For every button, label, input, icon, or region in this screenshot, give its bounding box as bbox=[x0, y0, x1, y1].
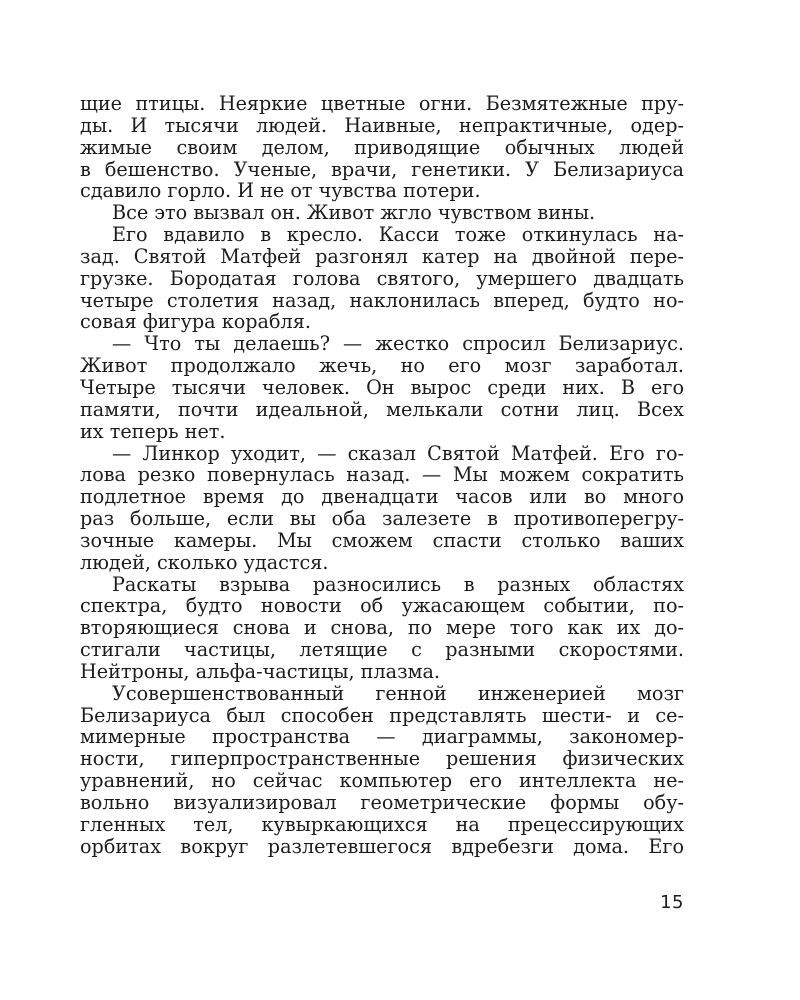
text-line: вольно визуализировал геометрические формы обу- bbox=[80, 792, 684, 814]
text-line: Нейтроны, альфа-частицы, плазма. bbox=[80, 660, 441, 683]
text-line: грузке. Бородатая голова святого, умершего двадцать bbox=[80, 267, 684, 290]
text-line: четыре столетия назад, наклонилась вперед, будто но- bbox=[80, 289, 684, 312]
body-text bbox=[80, 93, 684, 858]
text-line: подлетное время до двенадцати часов или во много bbox=[80, 486, 684, 509]
text-line: зад. Святой Матфей разгонял катер на двойной пере- bbox=[80, 245, 684, 268]
text-line: людей, сколько удастся. bbox=[80, 551, 329, 574]
text-line: сдавило горло. И не от чувства потери. bbox=[80, 180, 481, 203]
text-line: вторяющиеся снова и снова, по мере того как их до- bbox=[80, 617, 684, 640]
text-line: — Что ты делаешь? — жестко спросил Белизариус. bbox=[112, 333, 684, 356]
text-line: ности, гиперпространственные решения физических bbox=[80, 748, 684, 771]
text-line: памяти, почти идеальной, мелькали сотни лиц. Всех bbox=[80, 398, 684, 421]
text-line: — Линкор уходит, — сказал Святой Матфей. Его го- bbox=[112, 442, 684, 465]
text-line: стигали частицы, летящие с разными скоростями. bbox=[80, 639, 684, 661]
text-line: Все это вызвал он. Живот жгло чувством вины. bbox=[112, 202, 596, 225]
text-line: ды. И тысячи людей. Наивные, непрактичные, одер- bbox=[80, 114, 684, 137]
text-line: жимые своим делом, приводящие обычных людей bbox=[80, 136, 684, 159]
text-line: щие птицы. Неяркие цветные огни. Безмятежные пру- bbox=[80, 93, 684, 115]
page-number: 15 bbox=[660, 892, 684, 913]
text-line: Живот продолжало жечь, но его мозг заработал. bbox=[80, 355, 684, 377]
text-line: лова резко повернулась назад. — Мы можем сократить bbox=[80, 464, 684, 487]
text-line: уравнений, но сейчас компьютер его интеллекта не- bbox=[80, 770, 684, 792]
text-line: мимерные пространства — диаграммы, закономер- bbox=[80, 726, 684, 749]
text-line: орбитах вокруг разлетевшегося вдребезги дома. Его bbox=[80, 835, 684, 858]
text-line: Четыре тысячи человек. Он вырос среди них. В его bbox=[80, 376, 684, 399]
text-line: Раскаты взрыва разносились в разных областях bbox=[112, 573, 684, 596]
text-line: их теперь нет. bbox=[80, 420, 226, 443]
text-line: раз больше, если вы оба залезете в противоперегру- bbox=[80, 508, 684, 530]
text-line: Белизариуса был способен представлять шести- и се- bbox=[80, 704, 684, 727]
text-line: в бешенство. Ученые, врачи, генетики. У Белизариуса bbox=[80, 158, 684, 181]
text-line: спектра, будто новости об ужасающем событии, по- bbox=[80, 595, 684, 618]
text-line: совая фигура корабля. bbox=[80, 311, 311, 334]
text-line: Его вдавило в кресло. Касси тоже откинулась на- bbox=[112, 224, 684, 246]
text-line: Усовершенствованный генной инженерией мозг bbox=[112, 682, 684, 705]
text-line: зочные камеры. Мы сможем спасти столько ваших bbox=[80, 529, 684, 552]
text-line: гленных тел, кувыркающихся на прецессирующих bbox=[80, 813, 684, 836]
